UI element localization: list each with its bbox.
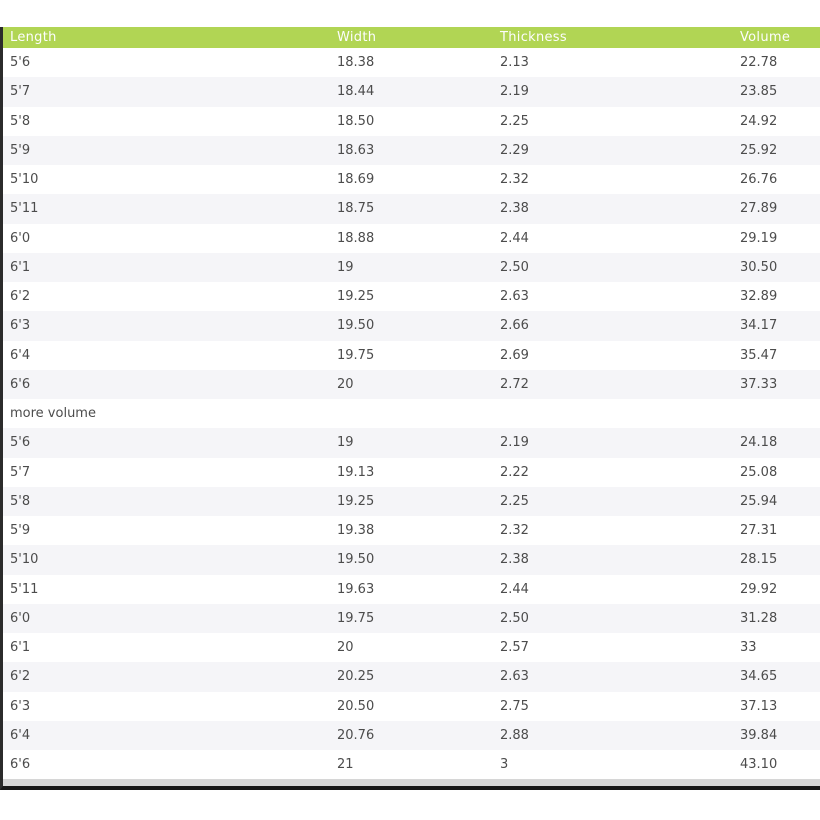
table-row	[3, 77, 820, 106]
table-row	[3, 370, 820, 399]
cell-volume: 26.76	[740, 172, 778, 188]
cell-thickness: 2.32	[500, 172, 529, 188]
cell-volume: 37.33	[740, 376, 778, 392]
dimensions-table	[3, 27, 820, 779]
table-row	[3, 341, 820, 370]
table-row	[3, 107, 820, 136]
cell-thickness: 2.38	[500, 201, 529, 217]
cell-length: 6'3	[10, 698, 31, 714]
size-chart-table	[0, 27, 820, 790]
cell-volume: 29.92	[740, 581, 778, 597]
cell-volume: 25.94	[740, 493, 778, 509]
table-body	[3, 48, 820, 779]
table-row	[3, 662, 820, 691]
cell-thickness: 2.38	[500, 552, 529, 568]
cell-volume: 32.89	[740, 289, 778, 305]
table-row	[3, 311, 820, 340]
cell-length: 5'6	[10, 435, 31, 451]
cell-width: 18.63	[337, 142, 375, 158]
table-row	[3, 516, 820, 545]
table-row	[3, 428, 820, 457]
cell-length: 5'11	[10, 581, 39, 597]
table-header	[3, 27, 820, 48]
table-row	[3, 721, 820, 750]
cell-thickness: 2.66	[500, 318, 529, 334]
cell-width: 19.13	[337, 464, 375, 480]
cell-thickness: 2.44	[500, 230, 529, 246]
table-row	[3, 633, 820, 662]
table-row	[3, 136, 820, 165]
cell-thickness: 2.72	[500, 376, 529, 392]
table-row	[3, 604, 820, 633]
table-row	[3, 487, 820, 516]
cell-thickness: 2.63	[500, 669, 529, 685]
cell-width: 18.69	[337, 172, 375, 188]
cell-length: 6'4	[10, 347, 31, 363]
section-divider-row	[3, 399, 820, 428]
table-row	[3, 253, 820, 282]
cell-width: 21	[337, 757, 354, 773]
cell-length: 5'8	[10, 113, 31, 129]
cell-volume: 31.28	[740, 610, 778, 626]
cell-thickness: 2.25	[500, 493, 529, 509]
table-row	[3, 282, 820, 311]
cell-volume: 25.08	[740, 464, 778, 480]
cell-width: 19.75	[337, 347, 375, 363]
cell-length: 5'8	[10, 493, 31, 509]
cell-width: 18.44	[337, 84, 375, 100]
cell-width: 19	[337, 259, 354, 275]
cell-length: 6'0	[10, 610, 31, 626]
cell-volume: 28.15	[740, 552, 778, 568]
cell-width: 20.25	[337, 669, 375, 685]
cell-width: 19.63	[337, 581, 375, 597]
table-row	[3, 575, 820, 604]
table-row	[3, 692, 820, 721]
cell-length: 5'7	[10, 464, 31, 480]
cell-width: 19	[337, 435, 354, 451]
table-row	[3, 224, 820, 253]
cell-volume: 24.18	[740, 435, 778, 451]
cell-length: 6'3	[10, 318, 31, 334]
cell-thickness: 2.63	[500, 289, 529, 305]
table-row	[3, 458, 820, 487]
cell-length: 5'11	[10, 201, 39, 217]
section-divider-label: more volume	[10, 406, 96, 422]
cell-thickness: 2.19	[500, 435, 529, 451]
table-bottom-bar	[3, 779, 820, 786]
cell-width: 19.50	[337, 552, 375, 568]
cell-width: 18.50	[337, 113, 375, 129]
cell-thickness: 2.69	[500, 347, 529, 363]
cell-thickness: 2.29	[500, 142, 529, 158]
cell-volume: 23.85	[740, 84, 778, 100]
cell-width: 19.38	[337, 523, 375, 539]
cell-length: 6'6	[10, 376, 31, 392]
cell-length: 5'10	[10, 552, 39, 568]
column-header-width: Width	[337, 27, 500, 48]
cell-length: 6'0	[10, 230, 31, 246]
cell-width: 18.38	[337, 55, 375, 71]
cell-width: 20.50	[337, 698, 375, 714]
cell-width: 19.25	[337, 493, 375, 509]
cell-thickness: 2.32	[500, 523, 529, 539]
cell-length: 6'1	[10, 640, 31, 656]
cell-thickness: 2.50	[500, 610, 529, 626]
table-row	[3, 48, 820, 77]
cell-thickness: 2.57	[500, 640, 529, 656]
cell-volume: 27.89	[740, 201, 778, 217]
column-header-thickness: Thickness	[500, 27, 740, 48]
cell-thickness: 2.75	[500, 698, 529, 714]
cell-length: 5'7	[10, 84, 31, 100]
cell-width: 20	[337, 376, 354, 392]
cell-volume: 27.31	[740, 523, 778, 539]
cell-length: 5'9	[10, 523, 31, 539]
cell-length: 5'6	[10, 55, 31, 71]
cell-thickness: 3	[500, 757, 509, 773]
cell-volume: 33	[740, 640, 757, 656]
cell-thickness: 2.13	[500, 55, 529, 71]
cell-volume: 34.17	[740, 318, 778, 334]
cell-width: 18.75	[337, 201, 375, 217]
cell-length: 5'9	[10, 142, 31, 158]
column-header-length: Length	[3, 27, 337, 48]
cell-volume: 22.78	[740, 55, 778, 71]
cell-width: 20.76	[337, 727, 375, 743]
header-row	[3, 27, 820, 48]
table-row	[3, 750, 820, 779]
cell-thickness: 2.44	[500, 581, 529, 597]
cell-width: 19.50	[337, 318, 375, 334]
cell-width: 19.25	[337, 289, 375, 305]
cell-thickness: 2.19	[500, 84, 529, 100]
cell-volume: 35.47	[740, 347, 778, 363]
cell-volume: 30.50	[740, 259, 778, 275]
column-header-volume: Volume	[740, 27, 820, 48]
cell-length: 6'2	[10, 669, 31, 685]
cell-length: 6'1	[10, 259, 31, 275]
cell-volume: 24.92	[740, 113, 778, 129]
cell-length: 5'10	[10, 172, 39, 188]
cell-volume: 29.19	[740, 230, 778, 246]
cell-thickness: 2.50	[500, 259, 529, 275]
cell-width: 20	[337, 640, 354, 656]
cell-volume: 43.10	[740, 757, 778, 773]
cell-volume: 34.65	[740, 669, 778, 685]
cell-width: 18.88	[337, 230, 375, 246]
cell-volume: 25.92	[740, 142, 778, 158]
cell-length: 6'6	[10, 757, 31, 773]
cell-volume: 39.84	[740, 727, 778, 743]
cell-length: 6'4	[10, 727, 31, 743]
table-row	[3, 545, 820, 574]
cell-thickness: 2.88	[500, 727, 529, 743]
cell-length: 6'2	[10, 289, 31, 305]
table-row	[3, 165, 820, 194]
cell-thickness: 2.25	[500, 113, 529, 129]
cell-width: 19.75	[337, 610, 375, 626]
cell-thickness: 2.22	[500, 464, 529, 480]
table-row	[3, 194, 820, 223]
cell-volume: 37.13	[740, 698, 778, 714]
